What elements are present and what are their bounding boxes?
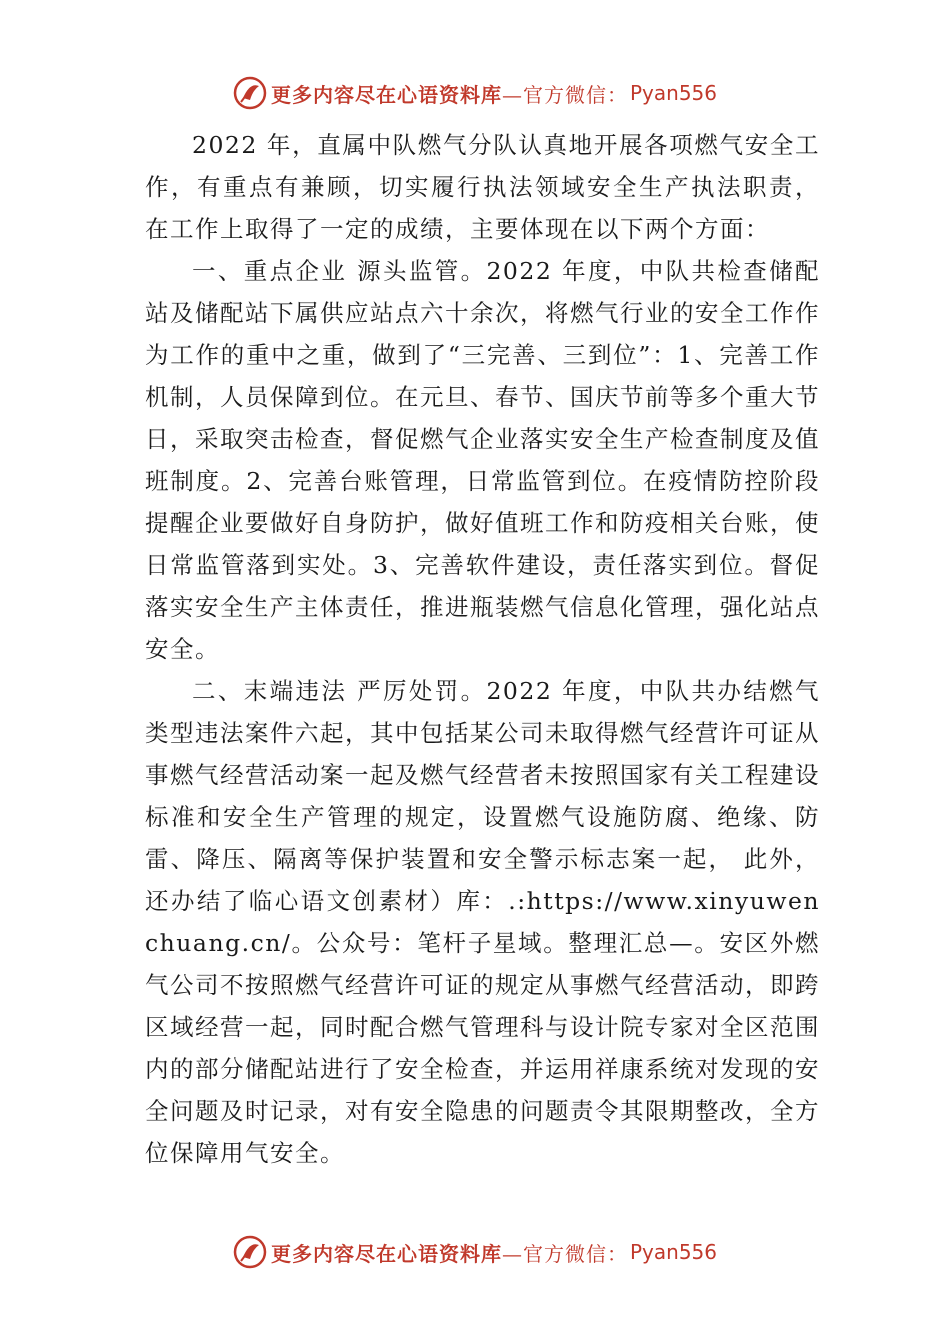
paragraph-section-one: 一、重点企业 源头监管。2022 年度，中队共检查储配站及储配站下属供应站点六十余次，将燃气行业的安全工作作为工作的重中之重，做到了“三完善、三到位”：1、完善工作机制，人员保障到位。在元旦、春节、国庆节前等多个重大节日，采取突击检查，督促燃气企业落实安全生产检查制度及值班制度。2、完善台账管理，日常监管到位。在疫情防控阶段提醒企业要做好自身防护，做好值班工作和防疫相关台账，使日常监管落到实处。3、完善软件建设，责任落实到位。督促落实安全生产主体责任，推进瓶装燃气信息化管理，强化站点安全。: [145, 257, 820, 663]
footer-watermark-banner: [0, 1232, 950, 1272]
header-watermark-banner: [0, 73, 950, 113]
banner-sub-text: —官方微信：: [501, 82, 628, 107]
paragraph-intro: 2022 年，直属中队燃气分队认真地开展各项燃气安全工作，有重点有兼顾，切实履行执法领域安全生产执法职责， 在工作上取得了一定的成绩，主要体现在以下两个方面：: [145, 131, 820, 243]
banner-main-text: 更多内容尽在心语资料库: [270, 1241, 502, 1266]
banner-wechat-id: Pyan556: [629, 81, 717, 105]
banner-wechat-id: Pyan556: [629, 1240, 717, 1264]
brand-logo-icon: [233, 1235, 267, 1269]
document-body: [145, 124, 820, 1174]
banner-sub-text: —官方微信：: [501, 1241, 628, 1266]
brand-logo-icon: [233, 76, 267, 110]
banner-main-text: 更多内容尽在心语资料库: [270, 82, 502, 107]
paragraph-section-two: 二、末端违法 严厉处罚。2022 年度，中队共办结燃气类型违法案件六起，其中包括某公司未取得燃气经营许可证从事燃气经营活动案一起及燃气经营者未按照国家有关工程建设标准和安全生产管理的规定，设置燃气设施防腐、绝缘、防雷、降压、隔离等保护装置和安全警示标志案一起， 此外，还办结了临心语文创素材）库：.:https://www.xinyuwenchuang.cn/。公众号：笔杆子星域。整理汇总—。安区外燃气公司不按照燃气经营许可证的规定从事燃气经营活动，即跨区域经营一起，同时配合燃气管理科与设计院专家对全区范围内的部分储配站进行了安全检查，并运用祥康系统对发现的安全问题及时记录，对有安全隐患的问题责令其限期整改，全方位保障用气安全。: [145, 677, 820, 1167]
